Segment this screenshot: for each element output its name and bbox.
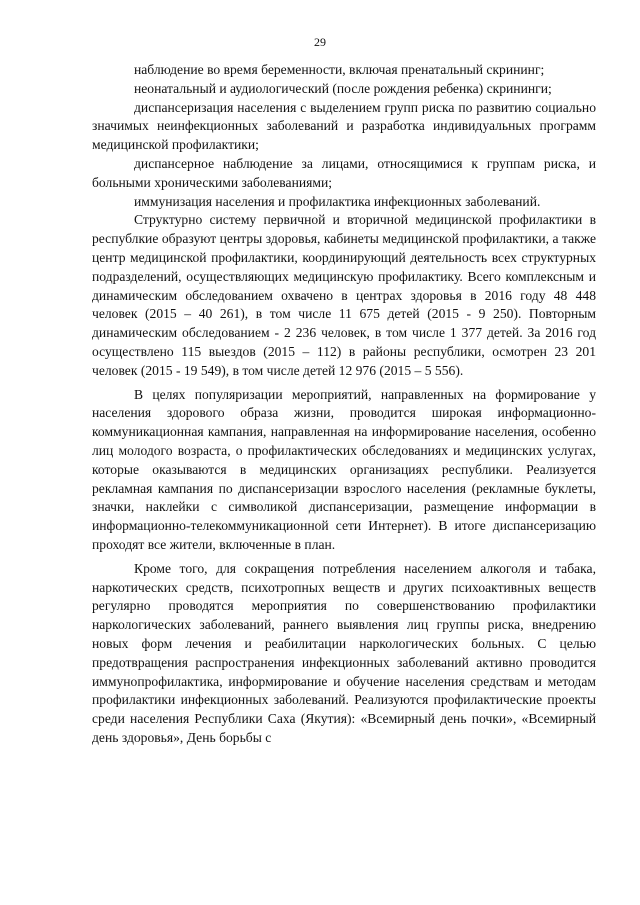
paragraph-alcohol-reduction: Кроме того, для сокращения потребления населением алкоголя и табака, наркотических средств, психотропных веществ и других психоактивных веществ регулярно проводятся мероприятия по совершенствованию профилактики наркологических заболеваний, раннего выявления лиц группы риска, внедрению новых форм лечения и реабилитации наркологических больных. С целью предотвращения распространения инфекционных заболеваний активно проводится иммунопрофилактика, информирование и обучение населения средствам и методам профилактики инфекционных заболеваний. Реализуются профилактические проекты среди населения Республики Саха (Якутия): «Всемирный день почки», «Всемирный день здоровья», День борьбы с — [92, 560, 596, 745]
paragraph-prenatal: наблюдение во время беременности, включая пренатальный скрининг; — [134, 62, 545, 77]
page-number: 29 — [314, 35, 326, 49]
paragraph-immunization: иммунизация населения и профилактика инфекционных заболеваний. — [134, 193, 541, 209]
document-body — [92, 61, 596, 748]
paragraph-neonatal: неонатальный и аудиологический (после рождения ребенка) скрининги; — [134, 80, 552, 96]
paragraph-information-campaign: В целях популяризации мероприятий, направленных на формирование у населения здорового образа жизни, проводится широкая информационно-коммуникационная кампания, направленная на информирование населения, особенно лиц молодого возраста, о профилактических обследованиях и медицинских услугах, которые оказываются в медицинских организациях республики. Реализуется рекламная кампания по диспансеризации взрослого населения (рекламные буклеты, значки, наклейки с символикой диспансеризации, размещение информации в информационно-телекоммуникационной сети Интернет). В итоге диспансеризацию проходят все жители, включенные в план. — [92, 386, 596, 552]
paragraph-dispensary-observation: диспансерное наблюдение за лицами, относящимися к группам риска, и больными хроническими заболеваниями; — [92, 155, 596, 190]
paragraph-dispensarization: диспансеризация населения с выделением групп риска по развитию социально значимых неинфекционных заболеваний и разработка индивидуальных программ медицинской профилактики; — [92, 99, 596, 153]
paragraph-prevention-structure: Структурно систему первичной и вторичной медицинской профилактики в республкие образуют центры здоровья, кабинеты медицинской профилактики, а также центр медицинской профилактики, координирующий деятельность всех структурных подразделений, осуществляющих медицинскую профилактику. Всего комплексным и динамическим обследованием охвачено в центрах здоровья в 2016 году 48 448 человек (2015 – 40 261), в том числе 11 675 детей (2015 - 9 250). Повторным динамическим обследованием - 2 236 человек, в том числе 1 377 детей. За 2016 год осуществлено 115 выездов (2015 – 112) в районы республики, осмотрен 23 201 человек (2015 - 19 549), в том числе детей 12 976 (2015 – 5 556). — [92, 212, 596, 378]
